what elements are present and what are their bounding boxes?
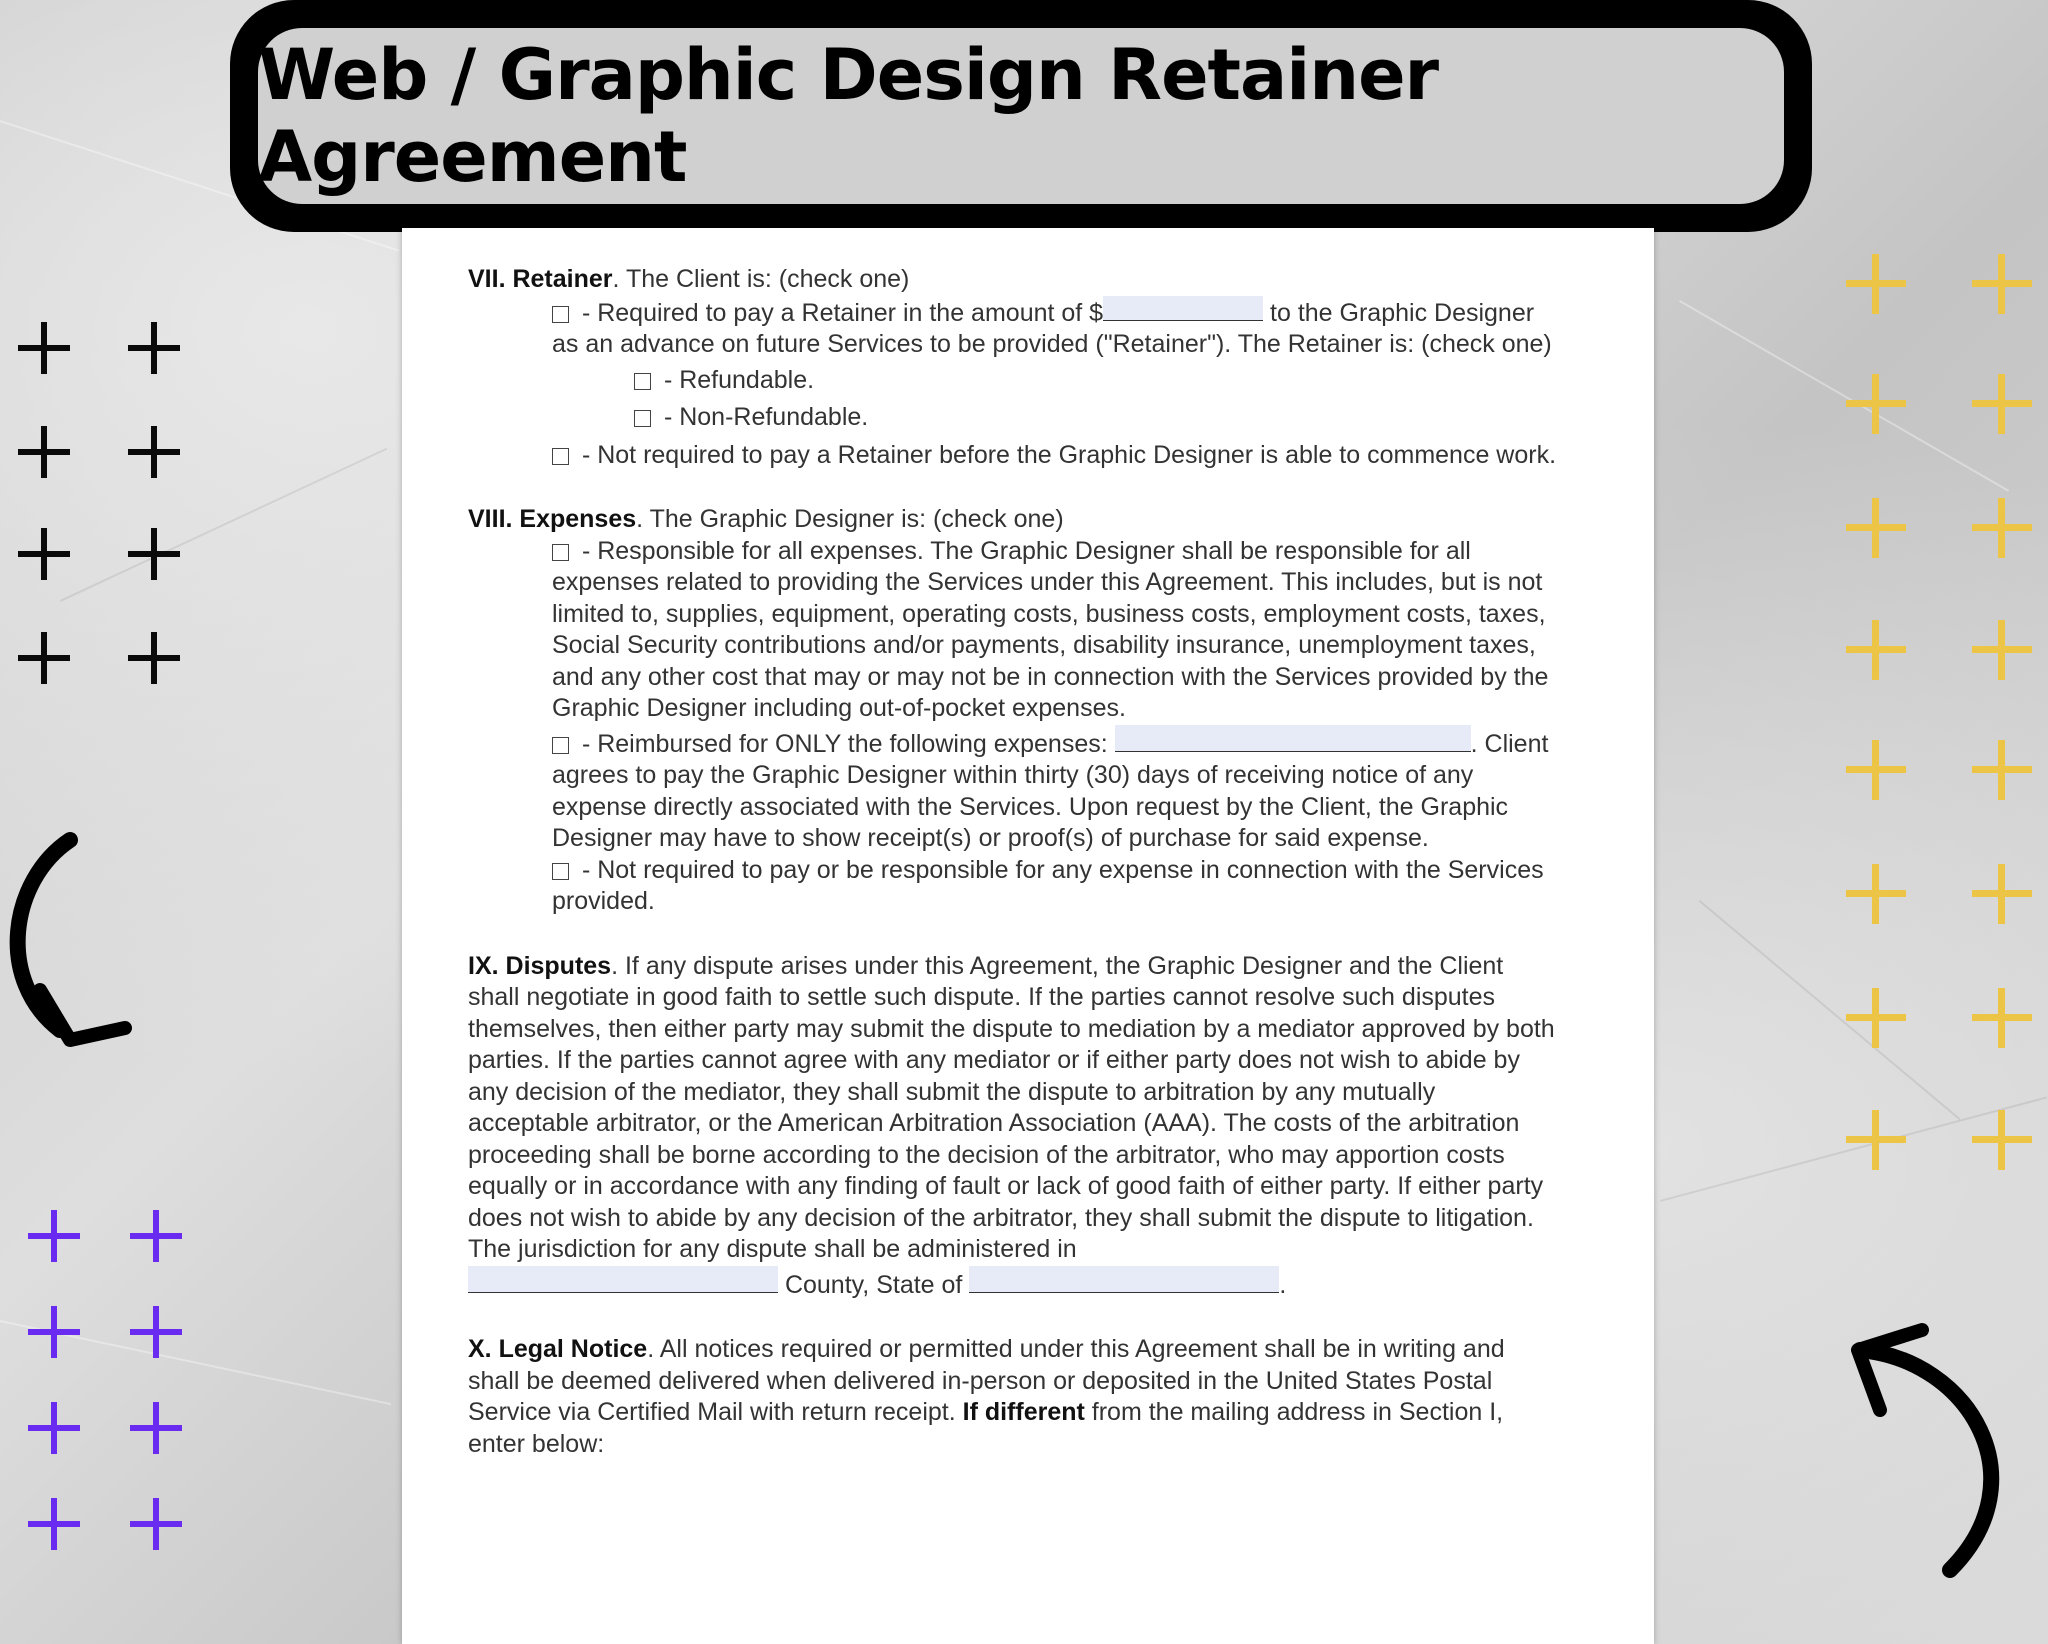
- section-heading: VII. Retainer: [468, 265, 613, 293]
- county-label: County, State of: [778, 1270, 970, 1299]
- plus-icon: [130, 1402, 182, 1454]
- plus-icon: [1972, 620, 2032, 680]
- plus-icon: [128, 426, 180, 478]
- checkbox[interactable]: [552, 737, 569, 754]
- title-banner: [258, 28, 1784, 204]
- plus-icon: [1972, 988, 2032, 1048]
- option-text: - Not required to pay or be responsible for any expense in connection with the Services provided.: [552, 855, 1544, 915]
- plus-icon: [18, 426, 70, 478]
- option-text: - Required to pay a Retainer in the amount of $: [575, 298, 1104, 327]
- option-text: - Reimbursed for ONLY the following expenses:: [575, 729, 1115, 758]
- plus-icon: [1972, 254, 2032, 314]
- plus-icon: [1972, 740, 2032, 800]
- plus-icon: [28, 1402, 80, 1454]
- plus-icon: [130, 1306, 182, 1358]
- checkbox[interactable]: [552, 306, 569, 323]
- plus-icon: [1972, 374, 2032, 434]
- emphasis-text: If different: [962, 1398, 1085, 1426]
- section-retainer: [468, 264, 1558, 471]
- jurisdiction-state-field[interactable]: [969, 1266, 1279, 1293]
- plus-icon: [1972, 498, 2032, 558]
- plus-icon: [28, 1498, 80, 1550]
- plus-icon: [1846, 988, 1906, 1048]
- document-body: [468, 264, 1558, 1493]
- section-heading: IX. Disputes: [468, 951, 612, 980]
- checkbox[interactable]: [552, 544, 569, 561]
- retainer-amount-field[interactable]: [1103, 296, 1263, 321]
- document-page: [402, 228, 1654, 1644]
- plus-icon: [18, 528, 70, 580]
- plus-icon: [130, 1210, 182, 1262]
- page-title: Web / Graphic Design Retainer Agreement: [258, 34, 1439, 198]
- option-text: - Responsible for all expenses. The Graphic Designer shall be responsible for all expenses related to providing the Services under this Agreement. This includes, but is not limited to, supplies, equipment, operating costs, business costs, employment costs, taxes, Social Security contributions and/or payments, disability insurance, unemployment taxes, and any other cost that may or may not be in connection with the Services provided by the Graphic Designer including out-of-pocket expenses.: [552, 536, 1549, 722]
- plus-icon: [1846, 374, 1906, 434]
- section-expenses: [468, 504, 1558, 918]
- option-text: - Non-Refundable.: [657, 403, 869, 431]
- section-intro: . The Graphic Designer is: (check one): [636, 505, 1064, 533]
- plus-icon: [1972, 1110, 2032, 1170]
- plus-icon: [128, 632, 180, 684]
- curved-arrow-right-icon: [1840, 1320, 2020, 1580]
- section-body: from the mailing address in Section I, enter below:: [468, 1398, 1504, 1458]
- plus-icon: [130, 1498, 182, 1550]
- period: .: [1279, 1270, 1287, 1299]
- plus-icon: [1972, 864, 2032, 924]
- curved-arrow-left-icon: [0, 830, 150, 1060]
- plus-icon: [1846, 864, 1906, 924]
- plus-icon: [18, 322, 70, 374]
- plus-icon: [128, 528, 180, 580]
- option-text: - Not required to pay a Retainer before the Graphic Designer is able to commence work.: [575, 440, 1557, 469]
- plus-icon: [1846, 740, 1906, 800]
- plus-icon: [28, 1306, 80, 1358]
- section-heading: X. Legal Notice: [468, 1335, 648, 1363]
- checkbox[interactable]: [634, 410, 651, 427]
- option-text: . Client agrees to pay the Graphic Designer within thirty (30) days of receiving notice of any expense directly associated with the Services. Upon request by the Client, the Graphic Designer may have to show receipt(s) or proof(s) of purchase for said expense.: [552, 729, 1549, 852]
- plus-icon: [1846, 498, 1906, 558]
- checkbox[interactable]: [552, 448, 569, 465]
- plus-icon: [128, 322, 180, 374]
- section-body: . All notices required or permitted under this Agreement shall be in writing and shall be deemed delivered when delivered in-person or deposited in the United States Postal Service via Certified Mail with return receipt.: [468, 1335, 1505, 1426]
- plus-icon: [1846, 620, 1906, 680]
- option-text: - Refundable.: [657, 365, 815, 394]
- expenses-list-field[interactable]: [1115, 725, 1471, 752]
- checkbox[interactable]: [634, 373, 651, 390]
- checkbox[interactable]: [552, 863, 569, 880]
- plus-icon: [28, 1210, 80, 1262]
- jurisdiction-county-field[interactable]: [468, 1266, 778, 1293]
- section-legal-notice: [468, 1334, 1558, 1460]
- plus-icon: [1846, 254, 1906, 314]
- section-intro: . The Client is: (check one): [612, 265, 910, 293]
- section-body: . If any dispute arises under this Agreement, the Graphic Designer and the Client shall negotiate in good faith to settle such dispute. If the parties cannot resolve such disputes themselves, then either party may submit the dispute to mediation by a mediator approved by both parties. If the parties cannot agree with any mediator or if either party does not wish to abide by any decision of the mediator, they shall submit the dispute to arbitration by any mutually acceptable arbitrator, or the American Arbitration Association (AAA). The costs of the arbitration proceeding shall be borne according to the decision of the arbitrator, who may apportion costs equally or in accordance with any finding of fault or lack of good faith of either party. If either party does not wish to abide by any decision of the arbitrator, they shall submit the dispute to litigation. The jurisdiction for any dispute shall be administered in: [468, 951, 1555, 1263]
- section-heading: VIII. Expenses: [468, 505, 637, 533]
- plus-icon: [1846, 1110, 1906, 1170]
- section-disputes: [468, 951, 1558, 1302]
- plus-icon: [18, 632, 70, 684]
- option-text: to the Graphic Designer as an advance on future Services to be provided ("Retainer"). The Retainer is: (check one): [552, 298, 1552, 358]
